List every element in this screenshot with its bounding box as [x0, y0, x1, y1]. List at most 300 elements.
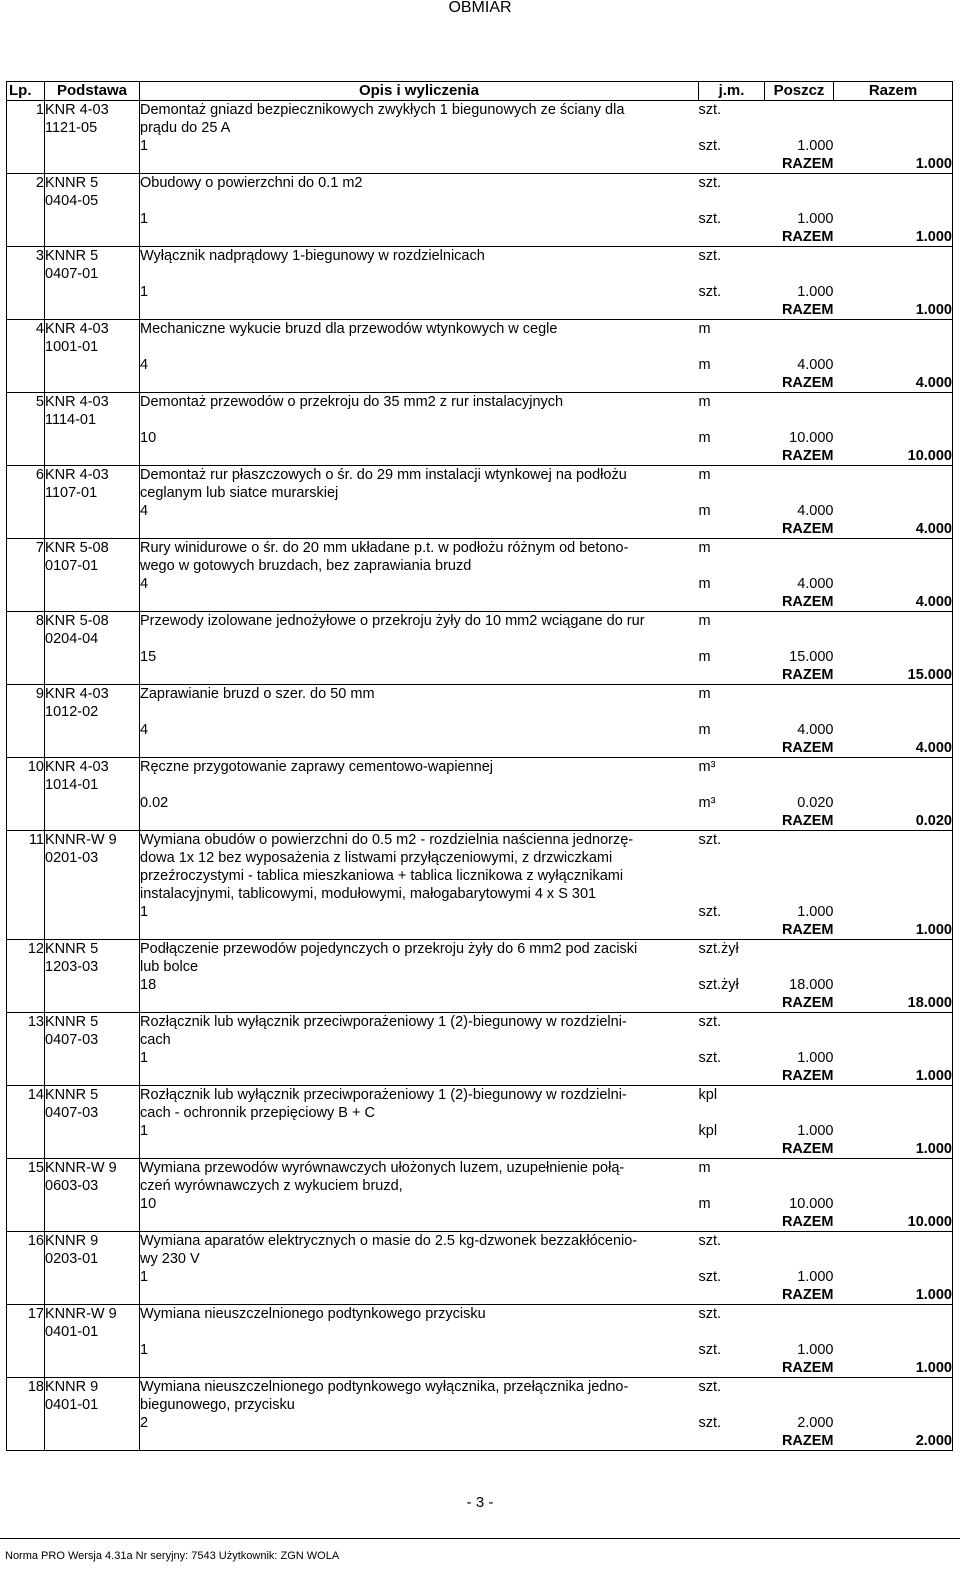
header-lp: Lp.	[7, 82, 45, 101]
item-empty	[834, 192, 953, 210]
item-empty	[45, 1286, 140, 1305]
item-empty	[45, 593, 140, 612]
item-unit: szt.	[698, 1306, 722, 1322]
item-podstawa: 1014-01	[45, 776, 140, 794]
calc-row	[7, 976, 953, 994]
item-empty	[834, 338, 953, 356]
item-empty	[834, 794, 953, 812]
item-empty	[7, 137, 45, 155]
item-podstawa: 1121-05	[45, 119, 140, 137]
item-row	[7, 1177, 953, 1195]
item-lp	[7, 1104, 45, 1122]
item-empty	[834, 137, 953, 155]
item-empty	[834, 976, 953, 994]
item-podstawa: KNNR-W 9	[45, 1159, 140, 1178]
item-empty	[834, 1159, 953, 1178]
item-empty	[699, 921, 765, 940]
item-empty	[699, 1359, 765, 1378]
calc-row	[7, 903, 953, 921]
item-empty	[7, 739, 45, 758]
item-unit: m	[698, 321, 711, 337]
item-description	[140, 703, 699, 721]
item-empty	[834, 393, 953, 412]
razem-label: RAZEM	[765, 593, 834, 612]
item-empty	[834, 685, 953, 704]
item-description: Mechaniczne wykucie bruzd dla przewodów wtynkowych w cegle	[140, 321, 558, 337]
item-row	[7, 849, 953, 867]
item-empty	[45, 155, 140, 174]
item-description: Wyłącznik nadprądowy 1-biegunowy w rozdzielnicach	[140, 248, 485, 264]
item-empty	[765, 630, 834, 648]
item-empty	[834, 1305, 953, 1324]
item-podstawa: KNR 4-03	[45, 466, 140, 485]
item-description: Rozłącznik lub wyłącznik przeciwporażeniowy 1 (2)-biegunowy w rozdzielni-	[140, 1014, 627, 1030]
total-row	[7, 812, 953, 831]
calc-unit: m	[698, 649, 711, 665]
item-podstawa: KNNR-W 9	[45, 1305, 140, 1324]
item-empty	[45, 228, 140, 247]
total-row	[7, 1286, 953, 1305]
item-empty	[834, 703, 953, 721]
total-row	[7, 447, 953, 466]
item-empty	[45, 447, 140, 466]
item-lp: 2	[7, 174, 45, 193]
item-row	[7, 867, 953, 885]
calc-unit: m	[698, 722, 711, 738]
item-description: Ręczne przygotowanie zaprawy cementowo-wapiennej	[140, 759, 494, 775]
item-description: Podłączenie przewodów pojedynczych o przekroju żyły do 6 mm2 pod zaciski	[140, 941, 638, 957]
item-empty	[834, 1122, 953, 1140]
item-row	[7, 1159, 953, 1178]
item-description: dowa 1x 12 bez wyposażenia z listwami przyłączeniowymi, z drzwiczkami	[140, 850, 613, 866]
calc-row	[7, 1195, 953, 1213]
item-unit: szt.	[698, 1379, 722, 1395]
item-empty	[834, 575, 953, 593]
item-empty	[45, 1195, 140, 1213]
calc-partial: 1.000	[797, 138, 834, 154]
item-podstawa: 1203-03	[45, 958, 140, 976]
item-row	[7, 1323, 953, 1341]
item-empty	[765, 958, 834, 976]
item-row	[7, 1378, 953, 1397]
item-lp: 6	[7, 466, 45, 485]
item-total: 1.000	[834, 1140, 953, 1159]
header-razem: Razem	[834, 82, 953, 101]
item-lp: 13	[7, 1013, 45, 1032]
item-total: 2.000	[834, 1432, 953, 1451]
item-empty	[7, 429, 45, 447]
calc-unit: m	[698, 576, 711, 592]
item-unit: m	[698, 686, 711, 702]
item-empty	[7, 1140, 45, 1159]
item-row	[7, 940, 953, 959]
item-lp: 17	[7, 1305, 45, 1324]
calc-unit: m³	[698, 795, 716, 811]
item-row	[7, 1305, 953, 1324]
item-unit: m	[698, 467, 711, 483]
item-empty	[7, 283, 45, 301]
item-description: wy 230 V	[140, 1251, 200, 1267]
item-empty	[765, 831, 834, 850]
item-description: Rozłącznik lub wyłącznik przeciwporażeniowy 1 (2)-biegunowy w rozdzielni-	[140, 1087, 627, 1103]
item-podstawa: 0401-01	[45, 1323, 140, 1341]
item-empty	[45, 283, 140, 301]
item-empty	[765, 849, 834, 867]
item-empty	[765, 539, 834, 558]
item-podstawa: 1114-01	[45, 411, 140, 429]
razem-label: RAZEM	[765, 1140, 834, 1159]
item-empty	[699, 1067, 765, 1086]
item-empty	[7, 666, 45, 685]
item-empty	[765, 119, 834, 137]
item-lp: 16	[7, 1232, 45, 1251]
item-empty	[699, 593, 765, 612]
calc-partial: 1.000	[797, 284, 834, 300]
item-empty	[765, 1013, 834, 1032]
item-empty	[45, 301, 140, 320]
calc-unit: m	[698, 430, 711, 446]
item-empty	[834, 940, 953, 959]
item-total: 1.000	[834, 228, 953, 247]
header-poszcz: Poszcz	[765, 82, 834, 101]
item-empty	[834, 174, 953, 193]
item-lp: 5	[7, 393, 45, 412]
item-empty	[699, 228, 765, 247]
item-empty	[765, 612, 834, 631]
item-lp: 1	[7, 101, 45, 120]
item-description: prądu do 25 A	[140, 120, 231, 136]
item-empty	[765, 1232, 834, 1251]
calc-row	[7, 502, 953, 520]
calc-row	[7, 794, 953, 812]
item-description: Zaprawianie bruzd o szer. do 50 mm	[140, 686, 375, 702]
item-empty	[834, 867, 953, 885]
item-unit: szt.	[698, 102, 722, 118]
item-total: 4.000	[834, 520, 953, 539]
calc-row	[7, 1341, 953, 1359]
item-empty	[45, 1122, 140, 1140]
header-opis: Opis i wyliczenia	[140, 82, 699, 101]
item-description: Demontaż gniazd bezpiecznikowych zwykłych 1 biegunowych ze ściany dla	[140, 102, 625, 118]
item-empty	[7, 994, 45, 1013]
item-empty	[765, 192, 834, 210]
item-row	[7, 1031, 953, 1049]
item-row	[7, 320, 953, 339]
item-row	[7, 338, 953, 356]
calc-partial: 18.000	[789, 977, 834, 993]
item-empty	[7, 575, 45, 593]
item-podstawa: KNNR-W 9	[45, 831, 140, 850]
item-unit	[699, 411, 765, 429]
item-row	[7, 119, 953, 137]
calc-unit: szt.	[698, 1415, 722, 1431]
calc-partial: 1.000	[797, 1123, 834, 1139]
item-total: 0.020	[834, 812, 953, 831]
item-lp	[7, 411, 45, 429]
item-empty	[140, 994, 699, 1013]
item-empty	[834, 484, 953, 502]
razem-label: RAZEM	[765, 447, 834, 466]
item-empty	[7, 520, 45, 539]
total-row	[7, 301, 953, 320]
item-empty	[7, 1286, 45, 1305]
item-podstawa: KNNR 5	[45, 940, 140, 959]
item-row	[7, 1250, 953, 1268]
calc-unit: kpl	[698, 1123, 718, 1139]
item-unit	[699, 557, 765, 575]
calc-expression: 18	[140, 977, 157, 993]
item-empty	[834, 247, 953, 266]
item-empty	[140, 1286, 699, 1305]
item-row	[7, 1104, 953, 1122]
item-empty	[765, 338, 834, 356]
item-empty	[45, 1067, 140, 1086]
footer-text: Norma PRO Wersja 4.31a Nr seryjny: 7543 Użytkownik: ZGN WOLA	[5, 1550, 340, 1562]
calc-unit: szt.żył	[698, 977, 739, 993]
item-empty	[7, 447, 45, 466]
item-row	[7, 1396, 953, 1414]
item-empty	[7, 1268, 45, 1286]
item-podstawa: 0407-01	[45, 265, 140, 283]
razem-label: RAZEM	[765, 228, 834, 247]
razem-label: RAZEM	[765, 1359, 834, 1378]
total-row	[7, 921, 953, 940]
item-empty	[45, 502, 140, 520]
item-podstawa: 0204-04	[45, 630, 140, 648]
item-empty	[699, 447, 765, 466]
item-lp: 11	[7, 831, 45, 850]
item-podstawa: KNR 4-03	[45, 101, 140, 120]
item-empty	[45, 794, 140, 812]
item-lp	[7, 958, 45, 976]
item-empty	[45, 921, 140, 940]
calc-unit: szt.	[698, 138, 722, 154]
item-empty	[765, 885, 834, 903]
item-empty	[834, 411, 953, 429]
item-podstawa: 1107-01	[45, 484, 140, 502]
calc-expression: 10	[140, 1196, 157, 1212]
item-unit	[699, 867, 765, 885]
item-lp	[7, 338, 45, 356]
item-description: cach	[140, 1032, 171, 1048]
item-unit	[699, 1396, 765, 1414]
item-empty	[7, 356, 45, 374]
item-empty	[834, 1232, 953, 1251]
item-lp: 10	[7, 758, 45, 777]
item-podstawa: 1001-01	[45, 338, 140, 356]
item-empty	[45, 1414, 140, 1432]
item-lp: 8	[7, 612, 45, 631]
item-total: 15.000	[834, 666, 953, 685]
calc-expression: 4	[140, 503, 149, 519]
item-podstawa: KNNR 9	[45, 1232, 140, 1251]
item-lp: 7	[7, 539, 45, 558]
item-empty	[45, 520, 140, 539]
item-podstawa: 1012-02	[45, 703, 140, 721]
item-empty	[7, 812, 45, 831]
item-total: 1.000	[834, 921, 953, 940]
calc-partial: 4.000	[797, 576, 834, 592]
item-total: 4.000	[834, 374, 953, 393]
item-row	[7, 265, 953, 283]
total-row	[7, 1067, 953, 1086]
item-empty	[45, 721, 140, 739]
item-total: 10.000	[834, 447, 953, 466]
item-empty	[140, 1213, 699, 1232]
item-unit: szt.	[698, 1233, 722, 1249]
item-podstawa: 0404-05	[45, 192, 140, 210]
calc-unit: m	[698, 357, 711, 373]
item-row	[7, 484, 953, 502]
calc-row	[7, 429, 953, 447]
item-empty	[7, 155, 45, 174]
calc-expression: 1	[140, 904, 149, 920]
item-empty	[140, 1432, 699, 1451]
razem-label: RAZEM	[765, 1213, 834, 1232]
razem-label: RAZEM	[765, 994, 834, 1013]
calc-expression: 1	[140, 1342, 149, 1358]
total-row	[7, 155, 953, 174]
item-empty	[699, 520, 765, 539]
item-podstawa: 0401-01	[45, 1396, 140, 1414]
item-row	[7, 885, 953, 903]
item-empty	[834, 1323, 953, 1341]
calc-expression: 1	[140, 1269, 149, 1285]
item-podstawa: 0603-03	[45, 1177, 140, 1195]
item-empty	[140, 666, 699, 685]
item-empty	[834, 1086, 953, 1105]
calc-unit: m	[698, 1196, 711, 1212]
razem-label: RAZEM	[765, 739, 834, 758]
item-unit: kpl	[698, 1087, 718, 1103]
item-unit	[699, 776, 765, 794]
item-description: czeń wyrównawczych z wykuciem bruzd,	[140, 1178, 403, 1194]
item-description: Wymiana nieuszczelnionego podtynkowego wyłącznika, przełącznika jedno-	[140, 1379, 629, 1395]
item-description	[140, 411, 699, 429]
item-description: lub bolce	[140, 959, 199, 975]
item-lp	[7, 849, 45, 867]
total-row	[7, 593, 953, 612]
total-row	[7, 228, 953, 247]
item-description: Wymiana obudów o powierzchni do 0.5 m2 - rozdzielnia naścienna jednorzę-	[140, 832, 634, 848]
item-description: Wymiana przewodów wyrównawczych ułożonych luzem, uzupełnienie połą-	[140, 1160, 625, 1176]
item-podstawa: KNNR 5	[45, 247, 140, 266]
item-empty	[765, 320, 834, 339]
item-lp: 18	[7, 1378, 45, 1397]
calc-row	[7, 283, 953, 301]
item-empty	[7, 1213, 45, 1232]
item-empty	[765, 1177, 834, 1195]
item-empty	[7, 593, 45, 612]
item-empty	[45, 1341, 140, 1359]
item-empty	[834, 885, 953, 903]
total-row	[7, 739, 953, 758]
item-empty	[140, 921, 699, 940]
item-empty	[765, 703, 834, 721]
item-empty	[7, 1432, 45, 1451]
calc-expression: 0.02	[140, 795, 169, 811]
item-total: 18.000	[834, 994, 953, 1013]
item-empty	[45, 648, 140, 666]
razem-label: RAZEM	[765, 520, 834, 539]
item-empty	[834, 101, 953, 120]
item-podstawa: 0107-01	[45, 557, 140, 575]
calc-unit: szt.	[698, 284, 722, 300]
item-row	[7, 411, 953, 429]
page-number: - 3 -	[466, 1494, 494, 1511]
razem-label: RAZEM	[765, 155, 834, 174]
item-lp: 9	[7, 685, 45, 704]
calc-row	[7, 648, 953, 666]
item-empty	[699, 1286, 765, 1305]
item-description: Wymiana nieuszczelnionego podtynkowego przycisku	[140, 1306, 486, 1322]
item-unit	[699, 1104, 765, 1122]
item-podstawa	[45, 867, 140, 885]
item-empty	[765, 101, 834, 120]
item-description: Demontaż przewodów o przekroju do 35 mm2 z rur instalacyjnych	[140, 394, 564, 410]
item-empty	[140, 593, 699, 612]
calc-partial: 10.000	[789, 1196, 834, 1212]
item-lp	[7, 1250, 45, 1268]
calc-expression: 15	[140, 649, 157, 665]
item-row	[7, 630, 953, 648]
item-empty	[834, 958, 953, 976]
item-row	[7, 1086, 953, 1105]
item-row	[7, 393, 953, 412]
item-empty	[140, 1067, 699, 1086]
item-empty	[834, 356, 953, 374]
calc-partial: 1.000	[797, 1342, 834, 1358]
item-empty	[45, 1432, 140, 1451]
item-podstawa: KNR 5-08	[45, 539, 140, 558]
item-podstawa: KNNR 5	[45, 1086, 140, 1105]
item-empty	[140, 228, 699, 247]
item-total: 4.000	[834, 739, 953, 758]
item-podstawa: KNR 4-03	[45, 758, 140, 777]
calc-row	[7, 575, 953, 593]
calc-expression: 4	[140, 357, 149, 373]
item-empty	[7, 794, 45, 812]
item-description: biegunowego, przycisku	[140, 1397, 295, 1413]
item-description: przeźroczystymi - tablica mieszkaniowa + tablica licznikowa z wyłącznikami	[140, 868, 624, 884]
item-lp	[7, 1396, 45, 1414]
item-row	[7, 958, 953, 976]
item-unit	[699, 630, 765, 648]
calc-expression: 1	[140, 284, 149, 300]
item-empty	[45, 976, 140, 994]
table-header	[7, 82, 953, 101]
item-podstawa: KNR 5-08	[45, 612, 140, 631]
item-empty	[834, 320, 953, 339]
item-empty	[7, 210, 45, 228]
item-empty	[834, 1049, 953, 1067]
item-description: Wymiana aparatów elektrycznych o masie do 2.5 kg-dzwonek bezzakłócenio-	[140, 1233, 638, 1249]
item-empty	[834, 758, 953, 777]
total-row	[7, 1140, 953, 1159]
item-empty	[7, 1122, 45, 1140]
item-empty	[834, 1104, 953, 1122]
item-empty	[765, 557, 834, 575]
item-lp	[7, 1031, 45, 1049]
calc-expression: 1	[140, 138, 149, 154]
item-row	[7, 247, 953, 266]
calc-partial: 1.000	[797, 1269, 834, 1285]
item-empty	[45, 1268, 140, 1286]
item-description	[140, 192, 699, 210]
item-empty	[834, 1414, 953, 1432]
item-empty	[834, 265, 953, 283]
razem-label: RAZEM	[765, 1067, 834, 1086]
